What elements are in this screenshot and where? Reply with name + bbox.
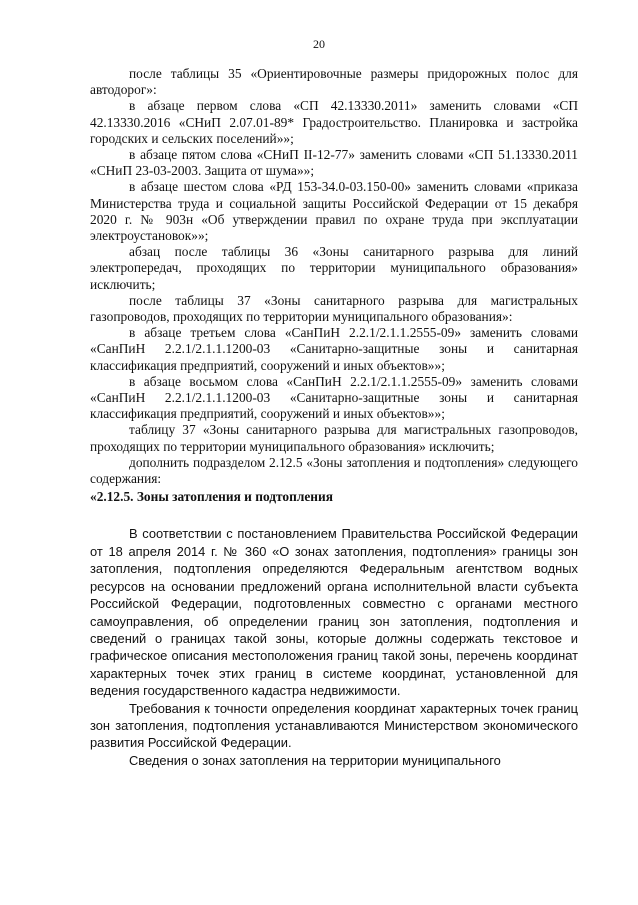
amendment-paragraph: в абзаце третьем слова «СанПиН 2.2.1/2.1.1.2555-09» заменить словами «СанПиН 2.2.1/2.1.1.1200-03 «Санитарно-защитные зоны и санитарная классификация предприятий, сооружений и иных объектов»»; [90,325,578,373]
amendment-paragraph: таблицу 37 «Зоны санитарного разрыва для магистральных газопроводов, проходящих по территории муниципального образования» исключить; [90,422,578,454]
section-paragraph: В соответствии с постановлением Правительства Российской Федерации от 18 апреля 2014 г. № 360 «О зонах затопления, подтопления» границы зон затопления, подтопления определяются Федеральным агентством водных ресурсов на основании предложений органа исполнительной власти субъекта Российской Федерации, подготовленных совместно с органами местного самоуправления, об определении границ зон затопления, подтопления и сведений о границах такой зоны, которые должны содержать текстовое и графическое описания местоположения границ такой зоны, перечень координат характерных точек этих границ в системе координат, установленной для ведения государственного кадастра недвижимости. [90,526,578,699]
amendment-paragraph: абзац после таблицы 36 «Зоны санитарного разрыва для линий электропередач, проходящих по территории муниципального образования» исключить; [90,244,578,292]
section-paragraph: Сведения о зонах затопления на территории муниципального [129,752,501,768]
amendment-paragraph: в абзаце шестом слова «РД 153-34.0-03.150-00» заменить словами «приказа Министерства труда и социальной защиты Российской Федерации от 15 декабря 2020 г. № 903н «Об утверждении правил по охране труда при эксплуатации электроустановок»»; [90,179,578,244]
page-number: 20 [313,37,325,51]
amendment-paragraph: в абзаце первом слова «СП 42.13330.2011» заменить словами «СП 42.13330.2016 «СНиП 2.07.01-89* Градостроительство. Планировка и застройка городских и сельских поселений»»; [90,98,578,146]
amendment-paragraph: в абзаце восьмом слова «СанПиН 2.2.1/2.1.1.2555-09» заменить словами «СанПиН 2.2.1/2.1.1.1200-03 «Санитарно-защитные зоны и санитарная классификация предприятий, сооружений и иных объектов»»; [90,373,578,422]
section-body [90,525,578,769]
section-paragraph: Требования к точности определения координат характерных точек границ зон затопления, подтопления устанавливаются Министерством экономического развития Российской Федерации. [90,700,578,751]
amendment-paragraph: в абзаце пятом слова «СНиП II-12-77» заменить словами «СП 51.13330.2011 «СНиП 23-03-2003. Защита от шума»»; [90,147,578,179]
amendment-paragraph: после таблицы 37 «Зоны санитарного разрыва для магистральных газопроводов, проходящих по территории муниципального образования»: [90,292,578,325]
document-body [90,66,578,769]
amendment-paragraph: дополнить подразделом 2.12.5 «Зоны затопления и подтопления» следующего содержания: [90,454,578,487]
amendment-paragraph: после таблицы 35 «Ориентировочные размеры придорожных полос для автодорог»: [90,66,578,98]
section-heading: «2.12.5. Зоны затопления и подтопления [90,489,333,505]
